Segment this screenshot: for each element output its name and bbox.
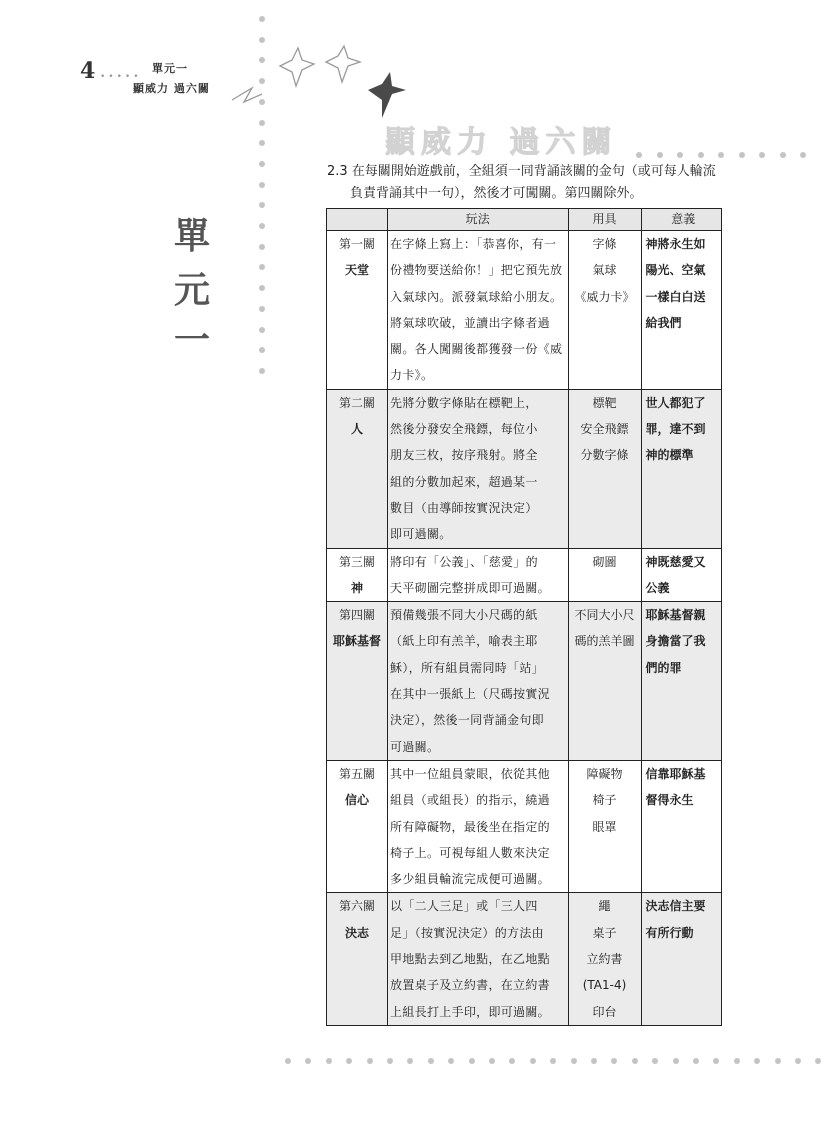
intro-paragraph — [327, 161, 747, 205]
meaning-cell — [641, 602, 721, 761]
meaning-line: 陽光、空氣 — [645, 263, 706, 278]
tool-item: (TA1-4) — [582, 978, 627, 993]
star-outline-icon — [326, 46, 360, 82]
method-line: 在其中一張紙上（尺碼按實況 — [390, 687, 550, 702]
level-cell — [327, 231, 388, 390]
meaning-line: 給我們 — [645, 315, 682, 330]
decorative-dot — [259, 182, 265, 188]
decorative-dot — [259, 223, 265, 229]
decorative-dot — [800, 152, 806, 158]
unit-label: 單元一 — [152, 62, 188, 75]
decorative-dot — [815, 1058, 821, 1064]
method-line: 即可過關。 — [390, 527, 452, 542]
meaning-cell — [641, 893, 721, 1025]
decorative-dot — [259, 347, 265, 353]
decorative-dot — [677, 152, 683, 158]
method-line: 放置桌子及立約書，在立約書 — [390, 978, 550, 993]
method-line: 預備幾張不同大小尺碼的紙 — [390, 608, 538, 623]
decorative-dot — [530, 1058, 536, 1064]
level-cell — [327, 893, 388, 1025]
column-header: 玩法 — [388, 209, 568, 231]
level-label: 第四關 — [339, 608, 376, 623]
level-label: 第二關 — [339, 395, 376, 410]
method-line: 在字條上寫上：「恭喜你，有一 — [390, 237, 557, 251]
stage-label: 決志 — [345, 925, 370, 940]
side-unit-char: 元 — [173, 270, 210, 311]
method-line: 椅子上。可視每組人數來決定 — [390, 845, 550, 860]
decorative-dot — [346, 1058, 352, 1064]
method-line: 上組長打上手印，即可過關。 — [390, 1004, 550, 1019]
decorative-dot — [571, 1058, 577, 1064]
decorative-dot — [259, 140, 265, 146]
intro-line: 負責背誦其中一句），然後才可闖關。第四關除外。 — [350, 186, 643, 201]
decorative-dot — [259, 16, 265, 22]
decorative-dot — [285, 1058, 291, 1064]
decorative-stars — [222, 42, 422, 122]
method-line: 足」（按實況決定）的方法由 — [390, 925, 544, 940]
method-line: 將氣球吹破，並讀出字條者過 — [390, 315, 550, 330]
method-line: 組員（或組長）的指示，繞過 — [390, 793, 550, 808]
method-line: 份禮物要送給你！」把它預先放 — [390, 263, 563, 278]
decorative-dot — [259, 161, 265, 167]
decorative-dot — [759, 152, 765, 158]
decorative-dot — [713, 1058, 719, 1064]
stage-label: 天堂 — [345, 263, 370, 278]
meaning-line: 決志信主要 — [645, 899, 706, 914]
decorative-dot — [469, 1058, 475, 1064]
table-row — [327, 389, 722, 548]
table-row — [327, 231, 722, 390]
decorative-dot — [259, 327, 265, 333]
decorative-dot — [259, 202, 265, 208]
meaning-line: 督得永生 — [645, 793, 694, 808]
page-number: 4 — [80, 58, 96, 84]
meaning-line: 身擔當了我 — [645, 634, 706, 649]
method-cell — [388, 893, 568, 1025]
tool-item: 《威力卡》 — [574, 289, 635, 304]
method-cell — [388, 548, 568, 602]
tool-item: 不同大小尺 — [574, 608, 635, 623]
games-table — [326, 208, 722, 1026]
decorative-dot — [754, 1058, 760, 1064]
tool-item: 桌子 — [592, 925, 617, 940]
stage-label: 耶穌基督 — [333, 634, 382, 649]
side-unit-char: 一 — [173, 320, 210, 361]
method-line: 多少組員輪流完成便可過關。 — [390, 872, 550, 887]
decorative-dot — [259, 368, 265, 374]
method-cell — [388, 602, 568, 761]
stage-label: 人 — [351, 422, 364, 437]
level-cell — [327, 602, 388, 761]
decorative-dot — [780, 152, 786, 158]
meaning-line: 有所行動 — [645, 925, 694, 940]
table-row — [327, 602, 722, 761]
decorative-dot — [305, 1058, 311, 1064]
decorative-dot — [591, 1058, 597, 1064]
intro-line: 2.3 在每關開始遊戲前，全組須一同背誦該關的金句（或可每人輪流 — [327, 164, 716, 179]
method-cell — [388, 231, 568, 390]
tool-item: 砌圖 — [592, 554, 617, 569]
decorative-dot — [428, 1058, 434, 1064]
column-header: 意義 — [641, 209, 721, 231]
method-line: 入氣球內。派發氣球給小朋友。 — [390, 289, 563, 304]
stage-label: 神 — [351, 580, 364, 595]
level-cell — [327, 548, 388, 602]
tool-item: 標靶 — [592, 395, 617, 410]
tools-cell — [568, 548, 641, 602]
tool-item: 字條 — [592, 237, 617, 251]
decorative-dot — [326, 1058, 332, 1064]
meaning-line: 世人都犯了 — [645, 395, 706, 410]
decorative-dot — [509, 1058, 515, 1064]
meaning-cell — [641, 760, 721, 892]
side-unit-char: 單 — [173, 216, 210, 257]
table-row — [327, 760, 722, 892]
decorative-dot — [734, 1058, 740, 1064]
star-outline-icon — [232, 88, 262, 102]
level-label: 第五關 — [339, 766, 376, 781]
column-header — [327, 209, 388, 231]
method-line: 朋友三枚，按序飛射。將全 — [390, 448, 538, 463]
column-header: 用具 — [568, 209, 641, 231]
meaning-line: 一樣白白送 — [645, 289, 706, 304]
decorative-dot — [693, 1058, 699, 1064]
method-line: 先將分數字條貼在標靶上， — [390, 395, 538, 410]
meaning-line: 神將永生如 — [645, 237, 706, 251]
decorative-dot — [259, 244, 265, 250]
method-line: 然後分發安全飛鏢，每位小 — [390, 422, 538, 437]
tools-cell — [568, 893, 641, 1025]
decorative-dot — [550, 1058, 556, 1064]
method-line: 所有障礙物，最後坐在指定的 — [390, 819, 550, 834]
table-header-row — [327, 209, 722, 231]
method-line: 天平砌圖完整拼成即可過關。 — [390, 580, 550, 595]
stage-label: 信心 — [345, 793, 370, 808]
meaning-line: 神既慈愛又 — [645, 554, 706, 569]
decorative-dot — [259, 306, 265, 312]
method-line: 組的分數加起來，超過某一 — [390, 474, 538, 489]
tool-item: 眼罩 — [592, 819, 617, 834]
level-cell — [327, 389, 388, 548]
meaning-cell — [641, 548, 721, 602]
decorative-dot — [407, 1058, 413, 1064]
tool-item: 障礙物 — [586, 766, 623, 781]
tool-item: 繩 — [598, 899, 611, 914]
decorative-dot — [387, 1058, 393, 1064]
meaning-line: 罪，達不到 — [645, 422, 706, 437]
method-line: 穌），所有組員需同時「站」 — [390, 660, 544, 675]
meaning-line: 耶穌基督親 — [645, 608, 706, 623]
tools-cell — [568, 602, 641, 761]
book-title: 顯威力 過六關 — [133, 82, 210, 95]
method-line: 決定），然後一同背誦金句即 — [390, 713, 544, 728]
level-label: 第六關 — [339, 899, 376, 914]
decorative-dot — [652, 1058, 658, 1064]
decorative-dot — [489, 1058, 495, 1064]
star-outline-icon — [280, 48, 314, 86]
decorative-dot — [259, 264, 265, 270]
method-line: 力卡》。 — [390, 368, 434, 383]
meaning-line: 信靠耶穌基 — [645, 766, 706, 781]
method-line: 可過關。 — [390, 739, 440, 754]
table-row — [327, 548, 722, 602]
level-cell — [327, 760, 388, 892]
tool-item: 碼的羔羊圖 — [574, 634, 635, 649]
meaning-line: 們的罪 — [645, 660, 682, 675]
method-line: 關。各人闖關後都獲發一份《威 — [390, 342, 563, 357]
decorative-dot — [673, 1058, 679, 1064]
tool-item: 椅子 — [592, 793, 617, 808]
tools-cell — [568, 760, 641, 892]
method-line: 其中一位組員蒙眼，依從其他 — [390, 766, 550, 781]
decorative-dot — [795, 1058, 801, 1064]
decorative-dot — [448, 1058, 454, 1064]
tools-cell — [568, 389, 641, 548]
tool-item: 分數字條 — [580, 448, 629, 463]
decorative-dot — [657, 152, 663, 158]
tool-item: 立約書 — [586, 952, 623, 967]
method-line: 將印有「公義」、「慈愛」的 — [390, 554, 538, 569]
decorative-dot — [632, 1058, 638, 1064]
header-dots: ••••• — [100, 72, 142, 82]
tool-item: 印台 — [592, 1004, 617, 1019]
meaning-cell — [641, 231, 721, 390]
decorative-dot — [367, 1058, 373, 1064]
decorative-dot — [775, 1058, 781, 1064]
meaning-line: 神的標準 — [645, 448, 694, 463]
table-body — [327, 231, 722, 1026]
method-line: （紙上印有羔羊，喻表主耶 — [390, 634, 538, 649]
decorative-dot — [259, 285, 265, 291]
tool-item: 安全飛鏢 — [580, 422, 629, 437]
table-row — [327, 893, 722, 1025]
method-cell — [388, 389, 568, 548]
method-line: 甲地點去到乙地點，在乙地點 — [390, 952, 550, 967]
decorative-dot — [739, 152, 745, 158]
tools-cell — [568, 231, 641, 390]
decorative-dot — [718, 152, 724, 158]
level-label: 第一關 — [339, 237, 376, 251]
level-label: 第三關 — [339, 554, 376, 569]
decorative-dot — [698, 152, 704, 158]
watermark-title: 顯威力 過六關 — [385, 125, 618, 160]
star-icon — [368, 72, 406, 118]
decorative-dot — [636, 152, 642, 158]
method-cell — [388, 760, 568, 892]
method-line: 以「二人三足」或「三人四 — [390, 899, 538, 914]
decorative-dot — [611, 1058, 617, 1064]
meaning-line: 公義 — [645, 580, 670, 595]
tool-item: 氣球 — [592, 263, 617, 278]
method-line: 數目（由導師按實況決定） — [390, 500, 538, 515]
meaning-cell — [641, 389, 721, 548]
